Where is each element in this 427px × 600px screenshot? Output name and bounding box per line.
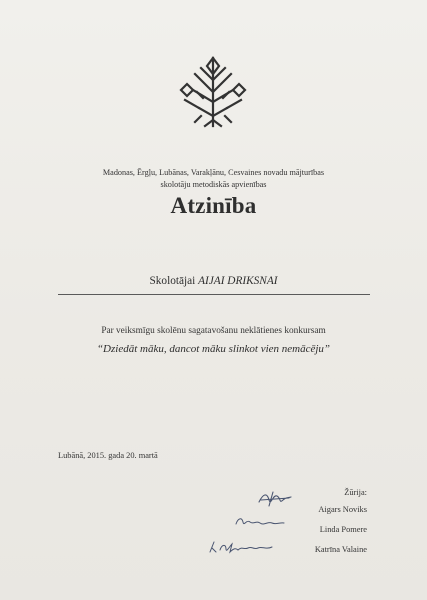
document-title: Atzinība (170, 193, 257, 218)
jury-member: Katrīna Valaine (314, 545, 367, 554)
recipient-name: AIJAI DRIKSNAI (198, 275, 278, 287)
jury-label: Žūrija: (344, 488, 367, 497)
recipient-line (0, 275, 427, 287)
place-and-date: Lubānā, 2015. gada 20. martā (58, 451, 158, 460)
signature-katrina-valaine (206, 538, 276, 556)
recipient-prefix: Skolotājai (149, 275, 196, 287)
jury-member: Linda Pomere (319, 525, 367, 534)
contest-motto: “Dziedāt māku, dancot māku slinkot vien nemācēju” (96, 343, 331, 355)
award-reason: Par veiksmīgu skolēnu sagatavošanu neklātienes konkursam (101, 326, 326, 336)
organization-line-1: Madonas, Ērgļu, Lubānas, Varakļānu, Cesvaines novadu mājturības (102, 168, 325, 177)
jury-member: Aigars Noviks (318, 505, 367, 514)
signature-aigars-noviks (255, 488, 295, 510)
signature-linda-pomere (232, 514, 288, 530)
recipient-underline (58, 294, 370, 295)
organization-line-2: skolotāju metodiskās apvienības (160, 180, 267, 189)
latvian-ornament-icon (175, 54, 251, 130)
organization-heading (0, 167, 427, 191)
